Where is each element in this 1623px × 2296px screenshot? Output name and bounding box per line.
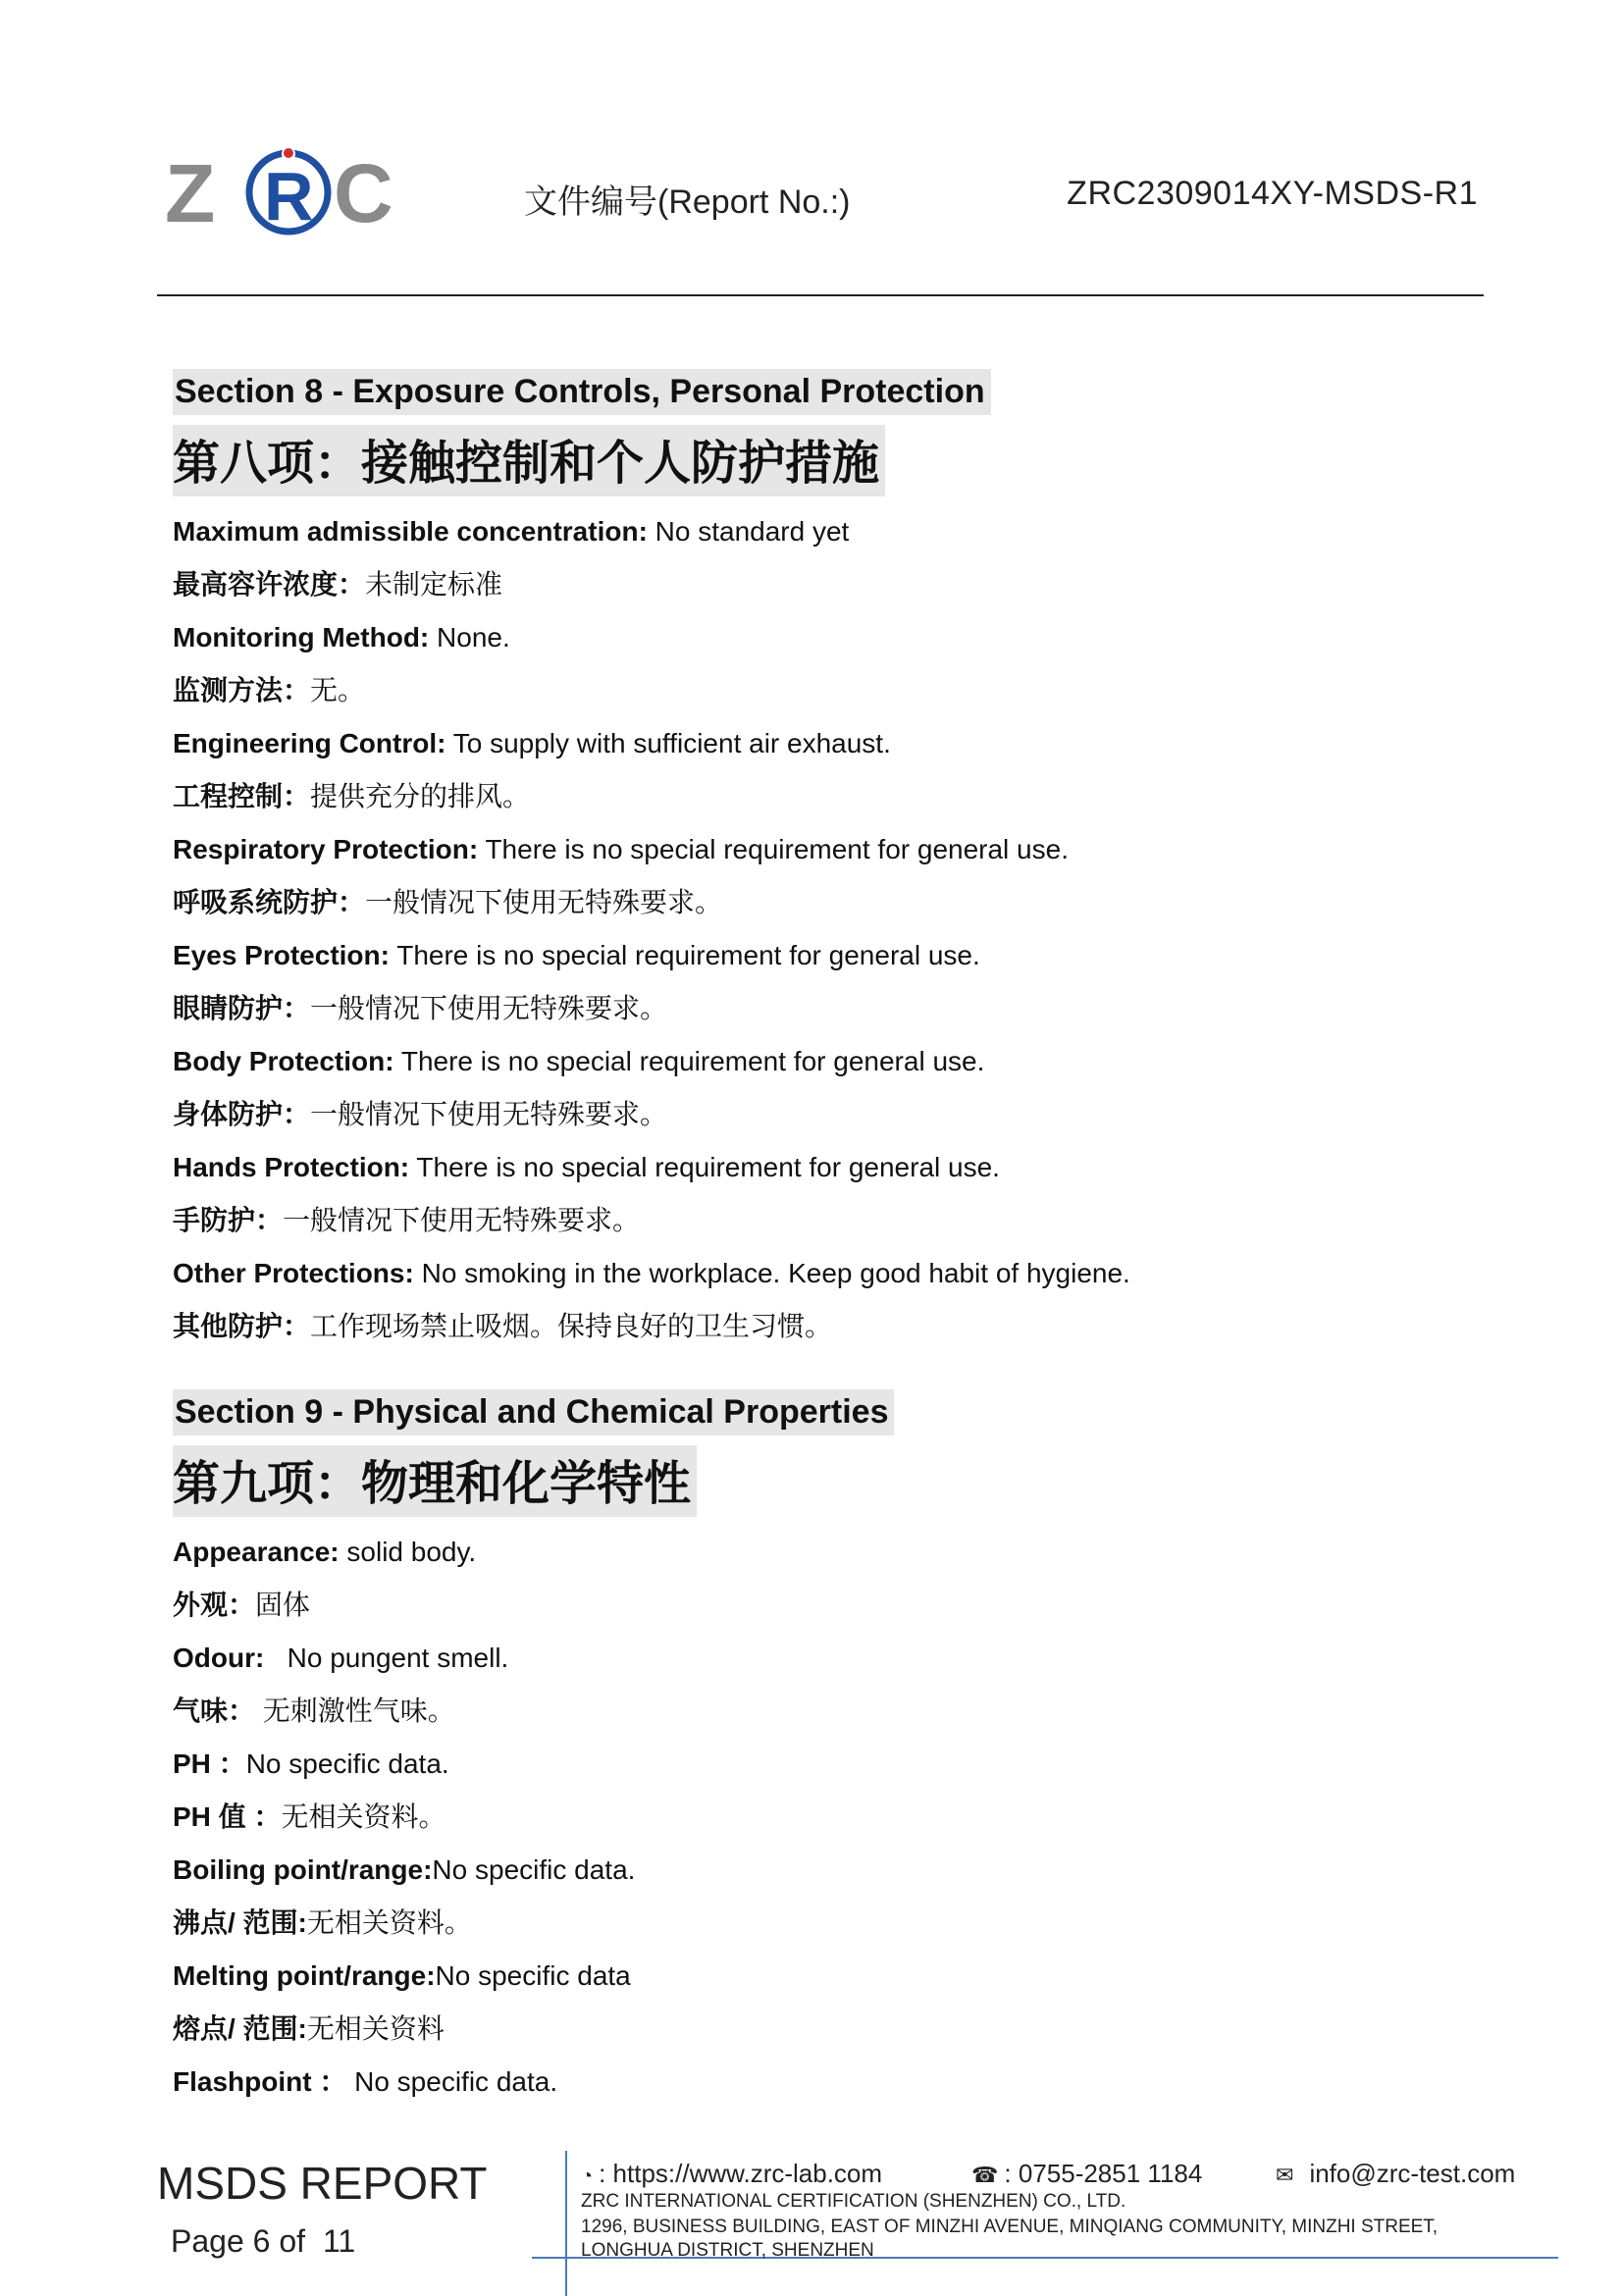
field-value: There is no special requirement for general use. — [409, 1152, 1000, 1182]
field-value: No standard yet — [647, 516, 850, 547]
field-row — [173, 673, 1488, 708]
field-value: 无。 — [310, 675, 366, 705]
field-label: Monitoring Method: — [173, 622, 430, 652]
field-label: PH ： — [173, 1748, 246, 1779]
field-label: Odour: — [173, 1643, 265, 1673]
field-label: Boiling point/range: — [173, 1854, 433, 1885]
field-label: 身体防护： — [173, 1099, 311, 1129]
field-row — [173, 1852, 1488, 1888]
field-row — [173, 1535, 1488, 1570]
section-8-title-en: Section 8 - Exposure Controls, Personal Protection — [173, 369, 991, 415]
field-label: 手防护： — [173, 1205, 284, 1235]
section-8 — [173, 369, 1488, 1344]
field-label: Maximum admissible concentration: — [173, 516, 648, 547]
page-total: 11 — [323, 2223, 356, 2259]
field-value: 一般情况下使用无特殊要求。 — [283, 1205, 641, 1235]
field-row — [173, 514, 1488, 549]
footer-address-line1: 1296, BUSINESS BUILDING, EAST OF MINZHI AVENUE, MINQIANG COMMUNITY, MINZHI STREET, — [581, 2217, 1439, 2237]
field-value: 固体 — [255, 1590, 311, 1620]
field-row — [173, 1256, 1488, 1291]
field-value: No specific data. — [245, 1748, 449, 1779]
svg-text:R: R — [264, 158, 314, 235]
field-row — [173, 832, 1488, 867]
field-label: Respiratory Protection: — [173, 834, 479, 864]
svg-text:C: C — [334, 147, 393, 235]
field-row — [173, 1641, 1488, 1676]
field-value: None. — [429, 622, 510, 652]
field-row — [173, 1694, 1488, 1729]
field-value: 无相关资料 — [306, 2013, 445, 2044]
svg-text:Z: Z — [165, 147, 216, 235]
field-value: To supply with sufficient air exhaust. — [445, 728, 891, 758]
field-row — [173, 1958, 1488, 1994]
document-body — [173, 369, 1488, 2100]
field-row — [173, 1588, 1488, 1623]
field-label: 其他防护： — [173, 1311, 311, 1341]
section-9-fields — [173, 1535, 1488, 2100]
phone-text: : 0755-2851 1184 — [1004, 2159, 1203, 2188]
footer-email[interactable] — [1276, 2159, 1515, 2189]
field-row — [173, 726, 1488, 761]
web-icon: ◔ — [581, 2166, 594, 2187]
field-row — [173, 1905, 1488, 1941]
phone-icon: ☎ — [971, 2163, 999, 2187]
footer-address-line2: LONGHUA DISTRICT, SHENZHEN — [581, 2240, 874, 2261]
field-label: Body Protection: — [173, 1046, 394, 1076]
field-row — [173, 2064, 1488, 2100]
field-row — [173, 1800, 1488, 1835]
zrc-logo — [165, 145, 400, 235]
field-row — [173, 1309, 1488, 1344]
website-text: : https://www.zrc-lab.com — [599, 2159, 883, 2188]
header-divider — [157, 294, 1484, 296]
field-value: 未制定标准 — [365, 569, 503, 600]
footer-report-title: MSDS REPORT — [157, 2158, 488, 2209]
field-row — [173, 1747, 1488, 1782]
field-value: No specific data. — [432, 1854, 636, 1885]
page-label: Page 6 of — [171, 2223, 305, 2259]
field-value: There is no special requirement for general use. — [389, 940, 980, 970]
field-label: Engineering Control: — [173, 728, 446, 758]
field-value: 一般情况下使用无特殊要求。 — [310, 1099, 668, 1129]
field-row — [173, 567, 1488, 602]
field-label: 沸点/ 范围: — [173, 1907, 307, 1938]
section-9-title-en: Section 9 - Physical and Chemical Properties — [173, 1389, 894, 1435]
field-value: There is no special requirement for general use. — [478, 834, 1069, 864]
field-value: No smoking in the workplace. Keep good habit of hygiene. — [413, 1258, 1130, 1288]
field-value: There is no special requirement for general use. — [393, 1046, 985, 1076]
field-value: 一般情况下使用无特殊要求。 — [310, 993, 668, 1023]
section-9-title-cn: 第九项：物理和化学特性 — [173, 1445, 697, 1517]
field-label: Eyes Protection: — [173, 940, 390, 970]
field-value: 提供充分的排风。 — [310, 781, 531, 811]
field-label: 外观： — [173, 1590, 256, 1620]
email-text: info@zrc-test.com — [1309, 2159, 1516, 2188]
field-label: 呼吸系统防护： — [173, 887, 366, 917]
section-9 — [173, 1389, 1488, 2100]
field-label: Appearance: — [173, 1537, 340, 1567]
field-label: 工程控制： — [173, 781, 311, 811]
field-label: 眼睛防护： — [173, 993, 311, 1023]
field-value: 无相关资料。 — [281, 1801, 446, 1832]
field-label: 熔点/ 范围: — [173, 2013, 307, 2044]
field-row — [173, 1150, 1488, 1185]
field-row — [173, 885, 1488, 920]
section-8-fields — [173, 514, 1488, 1344]
field-label: 气味： — [173, 1696, 256, 1726]
page-indicator — [165, 2223, 355, 2260]
field-value: No pungent smell. — [264, 1643, 509, 1673]
footer-website[interactable] — [581, 2159, 882, 2189]
field-label: Melting point/range: — [173, 1960, 436, 1991]
field-label: Hands Protection: — [173, 1152, 410, 1182]
field-value: 一般情况下使用无特殊要求。 — [365, 887, 723, 917]
field-row — [173, 779, 1488, 814]
field-value: 无刺激性气味。 — [255, 1696, 455, 1726]
field-row — [173, 1097, 1488, 1132]
field-value: 无相关资料。 — [306, 1907, 472, 1938]
mail-icon: ✉ — [1276, 2163, 1294, 2187]
field-label: Flashpoint ： — [173, 2066, 347, 2097]
footer-vertical-divider — [565, 2151, 567, 2296]
field-row — [173, 991, 1488, 1026]
report-number: ZRC2309014XY-MSDS-R1 — [1067, 175, 1478, 212]
field-row — [173, 938, 1488, 973]
footer-phone — [971, 2159, 1202, 2189]
field-label: 最高容许浓度： — [173, 569, 366, 600]
section-8-title-cn: 第八项：接触控制和个人防护措施 — [173, 425, 885, 496]
field-row — [173, 1044, 1488, 1079]
field-value: No specific data — [435, 1960, 631, 1991]
field-row — [173, 1203, 1488, 1238]
field-value: solid body. — [339, 1537, 477, 1567]
field-label: Other Protections: — [173, 1258, 414, 1288]
field-label: 监测方法： — [173, 675, 311, 705]
footer-company: ZRC INTERNATIONAL CERTIFICATION (SHENZHEN) CO., LTD. — [581, 2191, 1126, 2212]
field-row — [173, 2011, 1488, 2047]
field-row — [173, 620, 1488, 655]
report-number-label: 文件编号(Report No.:) — [524, 183, 851, 221]
field-value: No specific data. — [346, 2066, 558, 2097]
field-label: PH 值 ： — [173, 1801, 282, 1832]
field-value: 工作现场禁止吸烟。保持良好的卫生习惯。 — [310, 1311, 833, 1341]
